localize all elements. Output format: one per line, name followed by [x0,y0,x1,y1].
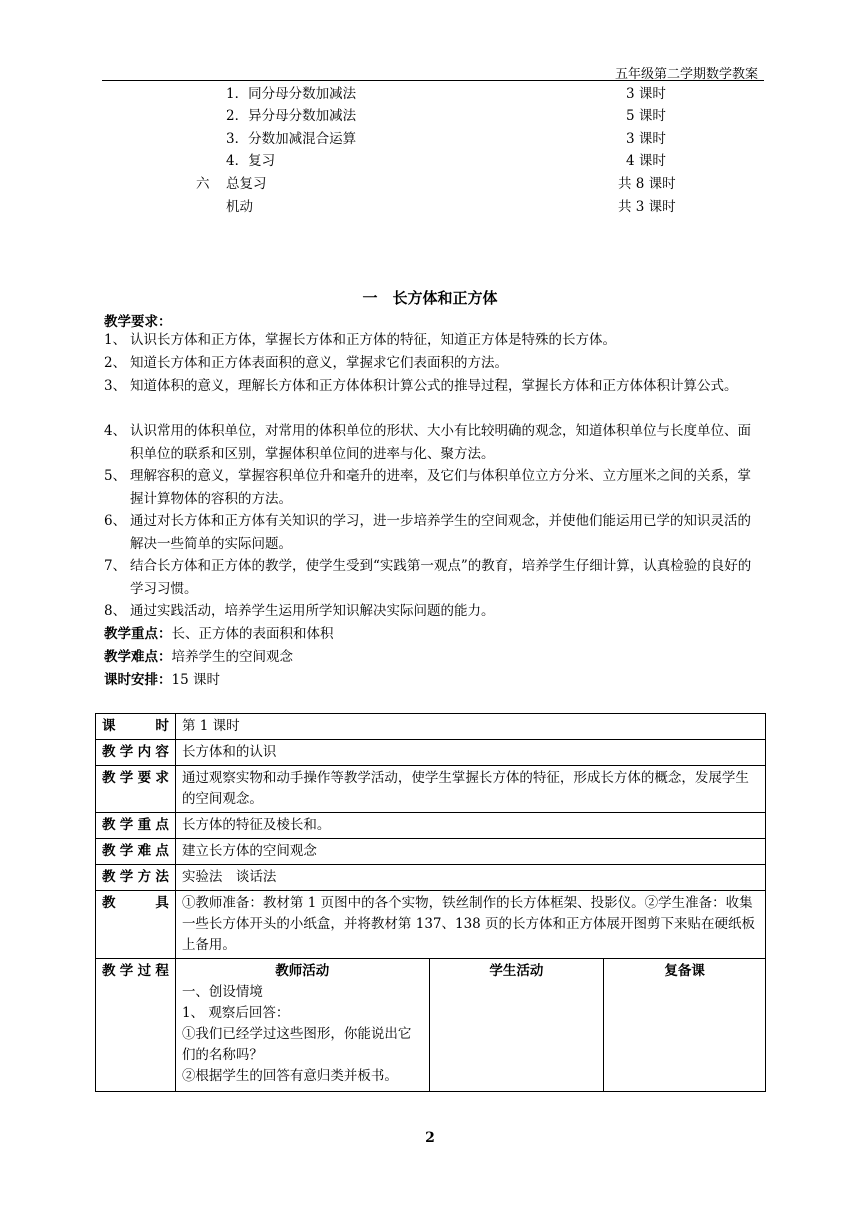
requirement-number: 2、 [104,355,127,371]
content-label: 教学内容 [96,740,176,766]
toc-label: 4．复习 [226,153,276,169]
key-points [104,623,334,645]
requirement-number: 3、 [104,378,127,394]
toc-label: 机动 [226,199,253,215]
requirement-text: 知道长方体和正方体表面积的意义，掌握求它们表面积的方法。 [130,355,508,371]
toc-label: 2．异分母分数加减法 [226,108,357,124]
toc-row [0,128,860,150]
requirements-heading: 教学要求： [104,314,172,330]
requirement-text: 理解容积的意义，掌握容积单位升和毫升的进率，及它们与体积单位立方分米、立方厘米之间的关系，掌握计算物体的容积的方法。 [130,468,751,507]
process-label: 教学过程 [96,959,176,1092]
focus-label: 教学重点 [96,813,176,839]
teacher-line: 一、创设情境 [181,984,263,1000]
table-row [96,813,766,839]
review-header: 复备课 [604,959,766,1092]
requirement-text: 通过对长方体和正方体有关知识的学习，进一步培养学生的空间观念，并使他们能运用已学的知识灵活的解决一些简单的实际问题。 [130,513,751,552]
key-points-value: 长、正方体的表面积和体积 [171,626,334,642]
period-label: 课 时 [96,714,176,740]
table-row [96,891,766,959]
tools-label: 教 具 [96,891,176,959]
difficulties-label: 教学难点： [104,649,172,665]
teacher-line: ①我们已经学过这些图形，你能说出它们的名称吗？ [181,1026,412,1063]
toc-hours: 3 课时 [626,86,666,102]
chapter-title: 一 长方体和正方体 [362,289,498,307]
toc-hours: 4 课时 [626,153,666,169]
teacher-activity-cell [175,959,429,1092]
requirement-text: 认识长方体和正方体，掌握长方体和正方体的特征，知道正方体是特殊的长方体。 [130,332,616,348]
table-row [96,959,766,1092]
page-number: 2 [425,1130,435,1146]
requirement-text: 认识常用的体积单位，对常用的体积单位的形状、大小有比较明确的观念，知道体积单位与长度单位、面积单位的联系和区别，掌握体积单位间的进率与化、聚方法。 [130,423,751,462]
difficulties-value: 培养学生的空间观念 [171,649,293,665]
difficulty-label: 教学难点 [96,839,176,865]
period-value: 第 1 课时 [175,714,765,740]
table-row [96,865,766,891]
schedule-value: 15 课时 [171,672,220,688]
method-label: 教学方法 [96,865,176,891]
teacher-activity-header: 教师活动 [275,963,330,979]
requirement-label: 教学要求 [96,766,176,813]
tools-value: ①教师准备：教材第 1 页图中的各个实物，铁丝制作的长方体框架、投影仪。②学生准备：收集一些长方体开头的小纸盒，并将教材第 137、138 页的长方体和正方体展开图剪下来贴在硬纸板上备用。 [175,891,765,959]
teacher-line: 1、 观察后回答： [181,1005,290,1021]
page-header: 五年级第二学期数学教案 [614,67,758,82]
toc-row [0,105,860,127]
toc-hours: 共 3 课时 [618,199,676,215]
toc-row [0,196,860,218]
requirement-text: 通过实践活动，培养学生运用所学知识解决实际问题的能力。 [130,603,495,619]
requirement-number: 4、 [104,423,127,439]
focus-value: 长方体的特征及棱长和。 [175,813,765,839]
toc-row [0,173,860,195]
toc-label: 3．分数加减混合运算 [226,131,357,147]
requirement-number: 8、 [104,603,127,619]
table-row [96,839,766,865]
requirement-text: 结合长方体和正方体的教学，使学生受到“实践第一观点”的教育，培养学生仔细计算，认真检验的良好的学习习惯。 [130,558,752,597]
requirement-text: 知道体积的意义，理解长方体和正方体体积计算公式的推导过程，掌握长方体和正方体体积计算公式。 [130,378,738,394]
requirement-number: 5、 [104,468,127,484]
toc-label: 1．同分母分数加减法 [226,86,357,102]
requirement-number: 7、 [104,558,127,574]
table-row [96,740,766,766]
teacher-line: ②根据学生的回答有意归类并板书。 [181,1068,398,1084]
method-value: 实验法 谈话法 [175,865,765,891]
schedule-label: 课时安排： [104,672,172,688]
schedule [104,669,220,691]
table-row [96,714,766,740]
student-activity-header: 学生活动 [429,959,604,1092]
toc-hours: 5 课时 [626,108,666,124]
key-points-label: 教学重点： [104,626,172,642]
requirement-number: 6、 [104,513,127,529]
toc-num: 六 [196,176,210,192]
difficulty-value: 建立长方体的空间观念 [175,839,765,865]
difficulties [104,646,293,668]
toc-hours: 3 课时 [626,131,666,147]
requirement-number: 1、 [104,332,127,348]
toc-label: 总复习 [226,176,267,192]
table-row [96,766,766,813]
toc-hours: 共 8 课时 [618,176,676,192]
header-rule [102,80,764,81]
content-value: 长方体和的认识 [175,740,765,766]
toc-row [0,150,860,172]
requirement-value: 通过观察实物和动手操作等教学活动，使学生掌握长方体的特征，形成长方体的概念，发展学生的空间观念。 [175,766,765,813]
toc-row [0,83,860,105]
lesson-plan-table [95,713,766,1092]
